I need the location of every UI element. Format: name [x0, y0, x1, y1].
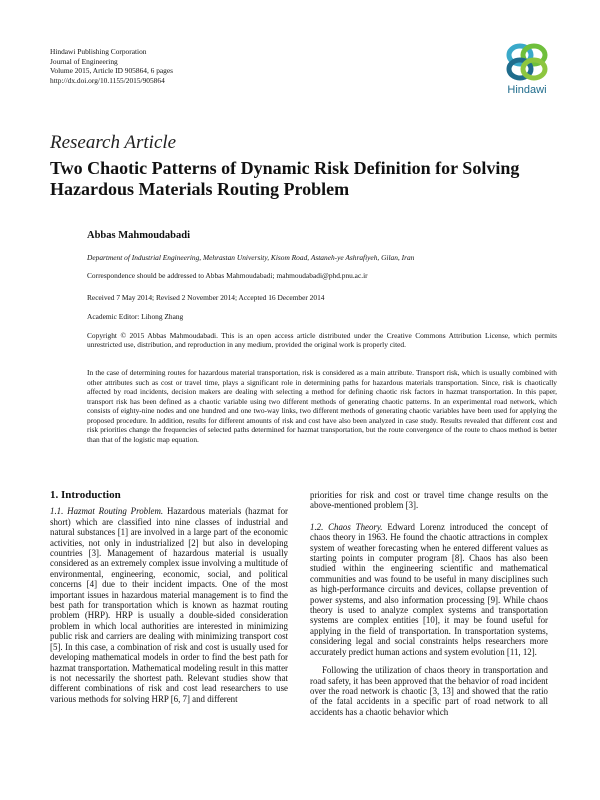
left-column — [50, 490, 288, 704]
copyright-notice: Copyright © 2015 Abbas Mahmoudabadi. This is an open access article distributed under the Creative Commons Attribution License, which permits unrestricted use, distribution, and reproduction in any medium, provided the original work is properly cited. — [87, 331, 557, 350]
affiliation: Department of Industrial Engineering, Mehrastan University, Kisom Road, Astaneh-ye Ashrafiyeh, Gilan, Iran — [87, 253, 415, 262]
publisher-name: Hindawi Publishing Corporation — [50, 47, 147, 56]
paragraph-text: Edward Lorenz introduced the concept of chaos theory in 1963. He found the chaotic attractions in complex system of weather forecasting when he entered different values as starting points in computer program [8]. Chaos has also been studied within the engineering scientific and mathematical communities and was found to be useful in many disciplines such as high-performance circuits and devices, collapse prevention of power systems, and also information processing [9]. While chaos theory is used to analyze complex systems and transportation systems are complex entities [10], it may be found useful for applying in the field of transportation. In transportation systems, considering legal and social constraints helps researchers more accurately predict human actions and system evolution [11, 12]. — [310, 521, 549, 657]
right-column — [310, 490, 548, 717]
author-name: Abbas Mahmoudabadi — [87, 230, 190, 241]
subsection-title-hazmat: 1.1. Hazmat Routing Problem. — [50, 506, 164, 517]
doi-link[interactable]: http://dx.doi.org/10.1155/2015/905864 — [50, 75, 165, 85]
received-dates: Received 7 May 2014; Revised 2 November 2014; Accepted 16 December 2014 — [87, 293, 325, 302]
volume-info: Volume 2015, Article ID 905864, 6 pages — [50, 66, 174, 76]
article-type: Research Article — [50, 132, 177, 153]
academic-editor: Academic Editor: Lihong Zhang — [87, 312, 184, 321]
paragraph-continued: priorities for risk and cost or travel time change results on the above-mentioned problem [3]. — [310, 490, 548, 511]
paragraph-text: Hazardous materials (hazmat for short) which are classified into nine classes of industrial and natural substances [1] are involved in a large part of the economic activities, not only in industrialized [2] but also in developing countries [3]. Management of hazardous material is usually considered as an extremely complex issue involving a multitude of environmental, engineering, economic, social, and political concerns [4] due to their incident impacts. One of the most important issues in hazardous material management is to find the best path for transportation which is known as hazmat routing problem (HRP). HRP is usually a double-sided consideration problem in which local authorities are interested in minimizing public risk and carriers are dealing with minimizing transport cost [5]. In this case, a combination of risk and cost is usually used for developing mathematical models in order to find the best path for hazmat transportation. Mathematical modeling result in this matter is not necessarily the shortest path. Relevant studies show that different combinations of risk and cost lead researchers to use various methods for solving HRP [6, 7] and different — [50, 506, 289, 704]
paper-title: Two Chaotic Patterns of Dynamic Risk Definition for Solving Hazardous Materials Routing Problem — [50, 158, 520, 199]
correspondence: Correspondence should be addressed to Abbas Mahmoudabadi; mahmoudabadi@phd.pnu.ac.ir — [87, 271, 368, 280]
paragraph-hazmat-routing — [50, 506, 288, 704]
hindawi-logo-icon — [504, 42, 550, 82]
paragraph-chaos-transport: Following the utilization of chaos theory in transportation and road safety, it has been approved that the behavior of road incident over the road network is chaotic [3, 13] and showed that the ratio of the fatal accidents in a specific part of road network to all accidents has a chaotic behavior which — [310, 665, 548, 717]
paragraph-chaos-theory — [310, 522, 548, 657]
abstract: In the case of determining routes for hazardous material transportation, risk is considered as a main attribute. Transport risk, which is usually combined with other attributes such as cost or travel time, plays a significant role in determining paths for hazardous materials transportation. Since, risk is chaotically affected by road incidents, decision makers are dealing with selecting a method for defining chaotic risk factors in hazmat transportation. In this paper, transport risk has been defined as a chaotic variable using two different methods of generating chaotic patterns. In an experimental road network, which consists of eighty-nine nodes and one hundred and one two-way links, two different methods of generating chaotic variables have been used for applying the proposed procedure. In addition, results for different amounts of risk and cost have also been analyzed in case study. Results revealed that different cost and risk priorities change the frequencies of selected paths determined for hazmat transportation, but the route convergence of the route to chaos method is better than that of the logistic map equation. — [87, 368, 557, 444]
section-heading-introduction: 1. Introduction — [50, 489, 121, 501]
journal-header — [50, 47, 173, 85]
subsection-title-chaos: 1.2. Chaos Theory. — [310, 521, 383, 532]
journal-name: Journal of Engineering — [50, 56, 118, 66]
hindawi-logo[interactable] — [496, 42, 558, 96]
logo-text: Hindawi — [507, 84, 547, 96]
